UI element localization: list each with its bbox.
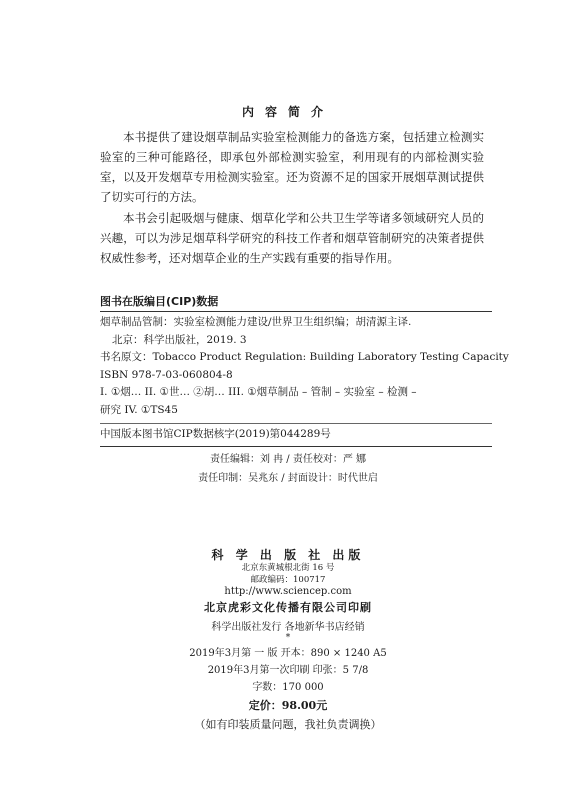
edition-line: 2019年3月第 一 版 开本：890 × 1240 A5 [189,648,387,659]
cip-number: 中国版本图书馆CIP数据核字(2019)第044289号 [100,428,331,440]
publisher-address-block [0,562,576,598]
cip-classification-line: I. ①烟… II. ①世… ②胡… III. ①烟草制品 – 管制 – 实验室 – 检测 – [100,386,417,398]
cip-middle-rule [100,423,492,424]
quality-notice: （如有印装质量问题，我社负责调换） [194,718,382,731]
cip-heading: 图书在版编目(CIP)数据 [100,295,219,308]
printer-name: 北京虎彩文化传播有限公司印刷 [204,601,372,614]
cip-title-line: 烟草制品管制：实验室检测能力建设/世界卫生组织编；胡清源主译. [100,316,412,328]
cip-isbn-line: ISBN 978-7-03-060804-8 [100,368,233,381]
summary-paragraph-1: 本书提供了建设烟草制品实验室检测能力的备选方案，包括建立检测实验室的三种可能路径，即承包外部检测实验室，利用现有的内部检测实验室，以及开发烟草专用检测实验室。还为资源不足的国家开展烟草测试提供了切实可行的方法。 [100,130,484,204]
cip-publisher-line: 北京：科学出版社，2019. 3 [112,333,247,346]
cip-number-block [100,426,492,444]
publisher-url: http://www.sciencep.com [224,586,352,597]
staff-production-line: 责任印制：吴兆东 / 封面设计：时代世启 [198,473,378,484]
impression-line: 2019年3月第一次印刷 印张：5 7/8 [207,665,369,676]
price-line: 定价：98.00元 [248,699,328,712]
word-count-line: 字数：170 000 [252,682,324,693]
cip-block [100,314,509,419]
separator-star: * [285,633,291,643]
cip-original-title-line: 书名原文：Tobacco Product Regulation: Building Laboratory Testing Capacity [100,351,509,363]
publisher-name: 科 学 出 版 社 出版 [211,548,365,562]
summary-title: 内容简介 [241,105,334,119]
publisher-address: 北京东黄城根北街 16 号 [241,563,335,573]
summary-paragraph-2: 本书会引起吸烟与健康、烟草化学和公共卫生学等诸多领域研究人员的兴趣，可以为涉足烟草科学研究的科技工作者和烟草管制研究的决策者提供权威性参考，还对烟草企业的生产实践有重要的指导作用。 [100,211,484,265]
cip-classification-line-2: 研究 IV. ①TS45 [100,403,178,416]
staff-block [0,450,576,488]
cip-top-rule [100,311,492,312]
staff-editor-line: 责任编辑：刘 冉 / 责任校对：严 娜 [209,454,367,465]
publisher-postcode: 邮政编码：100717 [250,575,326,585]
print-spec-block [0,645,576,696]
distribution-line: 科学出版社发行 各地新华书店经销 [211,622,365,633]
cip-bottom-rule [100,446,492,447]
